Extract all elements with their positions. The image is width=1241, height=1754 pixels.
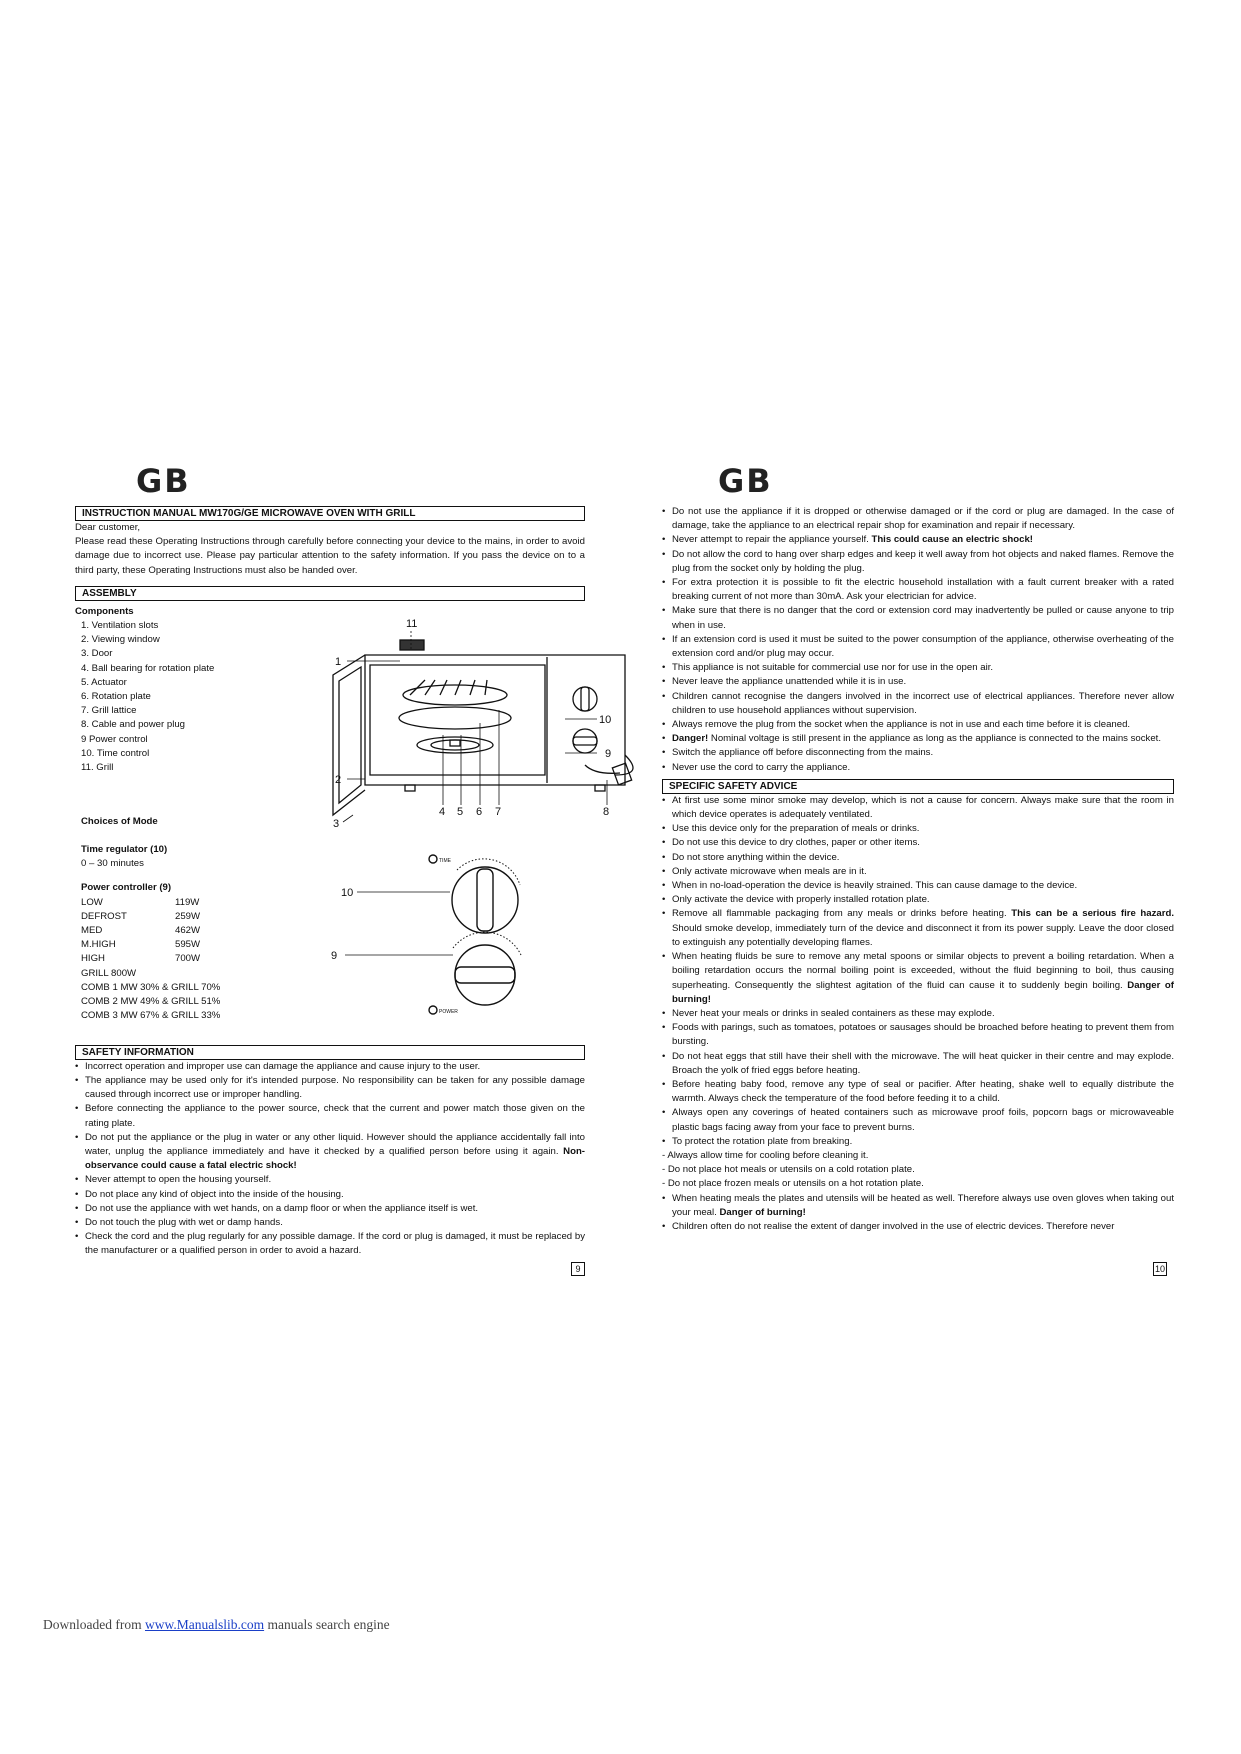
choices-title: Choices of Mode [81, 815, 158, 827]
specific-safety-item [662, 1106, 1174, 1134]
specific-safety-item [662, 893, 1174, 907]
general-safety-item [662, 732, 1174, 746]
specific-safety-item-text: Never heat your meals or drinks in sealed containers as these may explode. [672, 1007, 995, 1019]
specific-safety-item-text: When heating fluids be sure to remove any metal spoons or similar objects to prevent a boiling retardation. When a boiling retardation occurs the normal boiling point is exceeded, without the fluid beginning to boil, thus causing superheating. Consequently the slightest agitation of the fluid can cause it to suddenly begin boiling. [672, 951, 1174, 991]
safety-list [75, 1060, 585, 1259]
assembly-section [75, 605, 612, 1045]
general-safety-item-text: This appliance is not suitable for commercial use nor for use in the open air. [672, 662, 994, 674]
specific-safety-item [662, 865, 1174, 879]
final-safety-item-bold: Danger of burning! [719, 1206, 806, 1218]
power-mode-name: DEFROST [81, 910, 127, 922]
diagram-label-11: 11 [406, 617, 418, 630]
diagram-label-10: 10 [599, 713, 612, 726]
safety-item [75, 1173, 585, 1187]
combo-modes-list [81, 967, 311, 1024]
diagram-label-8: 8 [603, 805, 610, 818]
components-title: Components [75, 605, 134, 617]
component-item: 10. Time control [81, 747, 150, 759]
safety-item [75, 1060, 585, 1074]
specific-safety-item-bold: Danger of burning! [672, 979, 1174, 1005]
final-safety-list [662, 1192, 1174, 1235]
specific-safety-item [662, 1021, 1174, 1049]
specific-safety-item-text: Only activate microwave when meals are in it. [672, 865, 867, 877]
timer-callout-label: 10 [341, 886, 354, 899]
diagram-label-3: 3 [333, 817, 340, 830]
greeting: Dear customer, [75, 522, 141, 533]
specific-safety-item-text: To protect the rotation plate from breaking. [672, 1135, 853, 1147]
power-mode-value: 259W [175, 910, 201, 922]
component-item: 2. Viewing window [81, 634, 160, 646]
specific-safety-item-text: Do not use this device to dry clothes, paper or other items. [672, 837, 920, 849]
general-safety-item-text: Switch the appliance off before disconnecting from the mains. [672, 747, 934, 759]
power-mode-row [81, 910, 311, 924]
right-page-number: 10 [1154, 1264, 1165, 1274]
specific-safety-item [662, 1135, 1174, 1149]
specific-safety-item-text: Do not heat eggs that still have their shell with the microwave. The will heat quicker in their centre and may explode. Broach the yolk of fried eggs before heating. [672, 1050, 1174, 1076]
time-regulator-title: Time regulator (10) [81, 844, 168, 856]
general-safety-item [662, 548, 1174, 576]
specific-safety-item-text: At first use some minor smoke may develop, which is not a cause for concern. Always make sure that the room in which device operates is adequately ventilated. [672, 794, 1174, 821]
power-mode-row [81, 924, 311, 938]
left-page [75, 506, 612, 1259]
modes-section [81, 815, 311, 1024]
general-safety-item-text: Do not use the appliance if it is dropped or otherwise damaged or if the cord or plug are damaged. In the case of damage, take the appliance to an electrical repair shop for examination and repair if necessary. [672, 506, 1174, 532]
safety-title-bar: SAFETY INFORMATION [75, 1045, 585, 1060]
rotation-plate-note: - Always allow time for cooling before cleaning it. [662, 1149, 869, 1161]
assembly-title-bar: ASSEMBLY [75, 586, 585, 601]
safety-item [75, 1188, 585, 1202]
specific-safety-item-text: Remove all flammable packaging from any meals or drinks before heating. [672, 908, 1012, 920]
specific-safety-item-bold: This can be a serious fire hazard. [1011, 908, 1174, 920]
power-mode-value: 462W [175, 925, 201, 937]
general-safety-item-bold: Danger! [672, 733, 709, 745]
power-modes-list [81, 896, 311, 967]
safety-item [75, 1230, 585, 1258]
general-safety-item [662, 533, 1174, 547]
final-safety-item [662, 1192, 1174, 1220]
general-safety-list [662, 505, 1174, 775]
safety-item [75, 1074, 585, 1102]
right-page-heading: GB [718, 462, 773, 500]
combo-mode: COMB 3 MW 67% & GRILL 33% [81, 1010, 221, 1022]
final-safety-item-text: When heating meals the plates and utensils will be heated as well. Therefore always use oven gloves when taking out your meal. [672, 1192, 1174, 1218]
specific-safety-item [662, 851, 1174, 865]
power-mode-row [81, 952, 311, 966]
timer-knob-label: TIME [439, 857, 451, 864]
general-safety-item-text: If an extension cord is used it must be suited to the power consumption of the appliance, otherwise overheating of the extension cord and/or plug may occur. [672, 633, 1174, 660]
general-safety-item [662, 690, 1174, 718]
specific-safety-title-bar: SPECIFIC SAFETY ADVICE [662, 779, 1174, 794]
diagram-label-9: 9 [605, 747, 612, 760]
specific-safety-item [662, 822, 1174, 836]
specific-safety-item-text: Foods with parings, such as tomatoes, potatoes or sausages should be broached before heating to prevent them from bursting. [672, 1022, 1174, 1048]
power-mode-row [81, 938, 311, 952]
specific-safety-item-text: Before heating baby food, remove any type of seal or pacifier. After heating, shake well to equally distribute the warmth. Always check the temperature of the food before feeding it to a child. [672, 1078, 1174, 1105]
general-safety-item [662, 675, 1174, 689]
safety-item-text: Incorrect operation and improper use can damage the appliance and cause injury to the user. [85, 1060, 481, 1072]
safety-item-bold: Non-observance could cause a fatal electric shock! [85, 1146, 585, 1172]
component-item: 1. Ventilation slots [81, 620, 159, 632]
specific-safety-item-text: Only activate the device with properly installed rotation plate. [672, 894, 930, 906]
rotation-plate-note: - Do not place frozen meals or utensils on a hot rotation plate. [662, 1178, 924, 1190]
component-item: 6. Rotation plate [81, 691, 151, 703]
final-safety-item [662, 1220, 1174, 1234]
specific-safety-item-text: Use this device only for the preparation of meals or drinks. [672, 823, 920, 835]
specific-safety-item [662, 907, 1174, 950]
general-safety-item [662, 505, 1174, 533]
general-safety-item [662, 576, 1174, 604]
safety-item-text: Before connecting the appliance to the power source, check that the current and power match those given on the rating plate. [85, 1103, 585, 1129]
general-safety-item [662, 746, 1174, 760]
general-safety-item [662, 718, 1174, 732]
footer-prefix: Downloaded from [43, 1617, 145, 1632]
safety-item-text: Check the cord and the plug regularly for any possible damage. If the cord or plug is damaged, it must be replaced by the manufacturer or a qualified person in order to avoid a hazard. [85, 1231, 585, 1257]
left-page-heading: GB [136, 462, 191, 500]
power-mode-row [81, 896, 311, 910]
general-safety-item-text: Do not allow the cord to hang over sharp edges and keep it well away from hot objects and naked flames. Remove the plug from the socket only by holding the plug. [672, 548, 1174, 574]
power-callout-label: 9 [331, 949, 338, 962]
safety-item [75, 1131, 585, 1174]
diagram-label-6: 6 [476, 805, 483, 818]
general-safety-item-text: Make sure that there is no danger that the cord or extension cord may inadvertently be pulled or cause anyone to trip when in use. [672, 605, 1174, 631]
manualslib-link[interactable]: www.Manualslib.com [144, 1617, 265, 1632]
download-footer [43, 1617, 390, 1633]
specific-safety-item-text: When in no-load-operation the device is heavily strained. This can cause damage to the device. [672, 880, 1078, 892]
safety-item-text: The appliance may be used only for it's intended purpose. No responsibility can be taken for any possible damage caused through incorrect use or improper handling. [85, 1075, 585, 1101]
time-range: 0 – 30 minutes [81, 858, 144, 870]
component-item: 3. Door [81, 648, 113, 660]
power-mode-value: 119W [175, 896, 200, 908]
general-safety-item-text: Never use the cord to carry the appliance. [672, 761, 851, 773]
combo-mode: COMB 1 MW 30% & GRILL 70% [81, 981, 221, 993]
general-safety-item-bold: This could cause an electric shock! [871, 534, 1034, 546]
power-mode-name: MED [81, 925, 103, 937]
specific-safety-list [662, 794, 1174, 1149]
specific-safety-item-text: Always open any coverings of heated containers such as microwave proof foils, popcorn bags or microwaveable plastic bags facing away from your face to prevent burns. [672, 1107, 1174, 1133]
safety-item-text: Never attempt to open the housing yourself. [85, 1174, 272, 1186]
general-safety-item [662, 661, 1174, 675]
power-mode-name: HIGH [81, 953, 105, 965]
safety-item-text: Do not put the appliance or the plug in water or any other liquid. However should the appliance accidentally fall into water, unplug the appliance immediately and have it checked by a qualified person before using it again. [85, 1131, 585, 1158]
diagram-label-2: 2 [335, 773, 342, 786]
component-item: 5. Actuator [81, 676, 127, 688]
left-page-number: 9 [571, 1262, 585, 1276]
component-item: 11. Grill [81, 762, 114, 774]
power-mode-name: LOW [81, 896, 103, 908]
safety-item-text: Do not touch the plug with wet or damp hands. [85, 1217, 283, 1229]
diagram-label-4: 4 [439, 805, 446, 818]
specific-safety-item [662, 1007, 1174, 1021]
general-safety-item-text: Always remove the plug from the socket when the appliance is not in use and each time before it is cleaned. [672, 719, 1131, 731]
manual-title-bar: INSTRUCTION MANUAL MW170G/GE MICROWAVE OVEN WITH GRILL [75, 506, 585, 521]
component-item: 9 Power control [81, 733, 148, 745]
combo-mode: COMB 2 MW 49% & GRILL 51% [81, 996, 221, 1008]
specific-safety-item [662, 1050, 1174, 1078]
general-safety-item-text: Never leave the appliance unattended while it is in use. [672, 676, 907, 688]
power-knob-label: POWER [439, 1008, 458, 1015]
power-controller-title: Power controller (9) [81, 882, 172, 894]
specific-safety-item [662, 950, 1174, 1007]
intro-paragraph: Please read these Operating Instructions through carefully before connecting your device to the mains, in order to avoid damage due to incorrect use. Please pay particular attention to the safety information. If you pass the device on to a third party, these Operating Instructions must also be handed over. [75, 536, 585, 576]
footer-suffix: manuals search engine [264, 1617, 390, 1632]
component-item: 8. Cable and power plug [81, 719, 186, 731]
safety-item [75, 1202, 585, 1216]
combo-mode: GRILL 800W [81, 967, 137, 979]
component-item: 7. Grill lattice [81, 705, 137, 717]
diagram-label-7: 7 [495, 805, 502, 818]
power-mode-name: M.HIGH [81, 939, 116, 951]
safety-item-text: Do not place any kind of object into the inside of the housing. [85, 1188, 344, 1200]
safety-item [75, 1102, 585, 1130]
diagram-label-1: 1 [335, 655, 342, 668]
general-safety-item-text: Nominal voltage is still present in the appliance as long as the appliance is connected to the mains socket. [708, 733, 1162, 745]
specific-safety-item [662, 794, 1174, 822]
general-safety-item [662, 633, 1174, 661]
general-safety-item-text: Children cannot recognise the dangers involved in the incorrect use of electrical appliances. Therefore never allow children to use household appliances without supervision. [672, 690, 1174, 716]
microwave-diagram [225, 615, 635, 830]
diagram-label-5: 5 [457, 805, 464, 818]
general-safety-item-text: For extra protection it is possible to fit the electric household installation with a fault current breaker with a rated breaking current of not more than 30mA. Ask your electrician for advice. [672, 577, 1174, 603]
rotation-plate-notes [662, 1149, 1174, 1192]
specific-safety-item [662, 836, 1174, 850]
specific-safety-item [662, 1078, 1174, 1106]
specific-safety-item-tail: Should smoke develop, immediately turn of the device and disconnect it from its power supply. Leave the door closed to extinguish any potentially developing flames. [672, 922, 1174, 948]
specific-safety-item [662, 879, 1174, 893]
rotation-plate-note: - Do not place hot meals or utensils on a cold rotation plate. [662, 1164, 915, 1176]
final-safety-item-text: Children often do not realise the extent of danger involved in the use of electric devices. Therefore never [672, 1220, 1115, 1232]
knobs-diagram [325, 845, 575, 1025]
general-safety-item [662, 761, 1174, 775]
power-mode-value: 700W [175, 953, 201, 965]
safety-item [75, 1216, 585, 1230]
component-item: 4. Ball bearing for rotation plate [81, 662, 215, 674]
general-safety-item [662, 604, 1174, 632]
general-safety-item-text: Never attempt to repair the appliance yourself. [672, 534, 872, 546]
specific-safety-item-text: Do not store anything within the device. [672, 851, 840, 863]
safety-item-text: Do not use the appliance with wet hands, on a damp floor or when the appliance itself is wet. [85, 1202, 479, 1214]
right-page [662, 505, 1174, 1234]
power-mode-value: 595W [175, 939, 201, 951]
